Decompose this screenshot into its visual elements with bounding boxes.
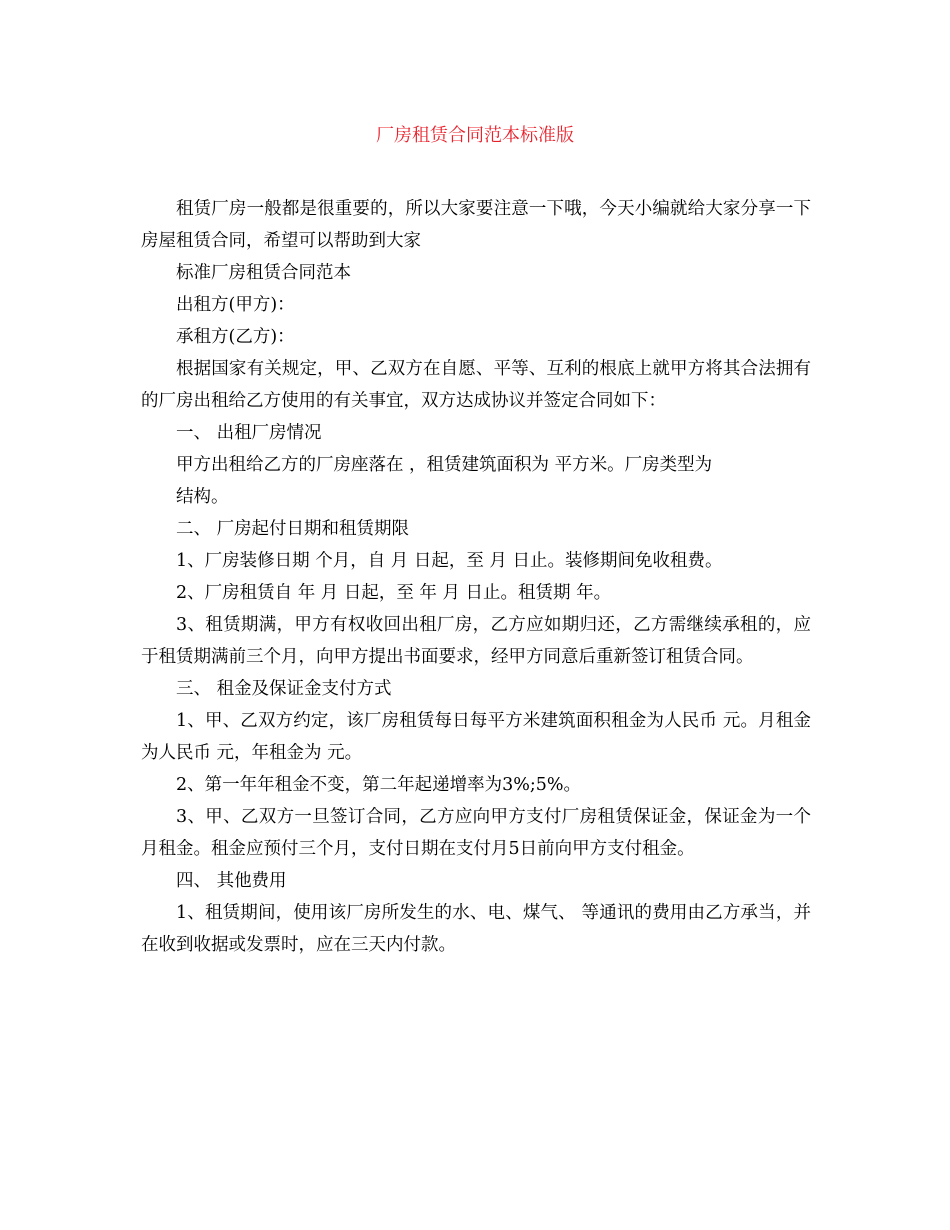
clause-4-1: 1、租赁期间，使用该厂房所发生的水、电、煤气、 等通讯的费用由乙方承当，并在收到收据或发票时，应在三天内付款。: [141, 903, 811, 955]
paragraph-heading-standard: 标准厂房租赁合同范本: [176, 263, 351, 283]
clause-2-3: 3、租赁期满，甲方有权收回出租厂房，乙方应如期归还，乙方需继续承租的，应于租赁期满前三个月，向甲方提出书面要求，经甲方同意后重新签订租赁合同。: [141, 615, 811, 667]
paragraph-agreement: 根据国家有关规定，甲、乙双方在自愿、平等、互利的根底上就甲方将其合法拥有的厂房出租给乙方使用的有关事宜，双方达成协议并签定合同如下：: [141, 359, 811, 411]
clause-3-1: 1、甲、乙双方约定，该厂房租赁每日每平方米建筑面积租金为人民币 元。月租金为人民币 元，年租金为 元。: [141, 711, 811, 763]
section-heading-1: 一、 出租厂房情况: [176, 423, 322, 443]
clause-2-1: 1、厂房装修日期 个月，自 月 日起，至 月 日止。装修期间免收租费。: [176, 551, 723, 571]
clause-3-2: 2、第一年年租金不变，第二年起递增率为3%;5%。: [176, 775, 582, 795]
paragraph-location: 甲方出租给乙方的厂房座落在 ，租赁建筑面积为 平方米。厂房类型为: [176, 455, 713, 475]
section-heading-3: 三、 租金及保证金支付方式: [176, 679, 392, 699]
clause-2-2: 2、厂房租赁自 年 月 日起，至 年 月 日止。租赁期 年。: [176, 583, 612, 603]
paragraph-intro: 租赁厂房一般都是很重要的，所以大家要注意一下哦，今天小编就给大家分享一下房屋租赁合同，希望可以帮助到大家: [141, 199, 811, 251]
section-heading-2: 二、 厂房起付日期和租赁期限: [176, 519, 410, 539]
paragraph-lessor: 出租方(甲方)：: [176, 295, 295, 315]
clause-3-3: 3、甲、乙双方一旦签订合同，乙方应向甲方支付厂房租赁保证金，保证金为一个月租金。租金应预付三个月，支付日期在支付月5日前向甲方支付租金。: [141, 807, 811, 859]
paragraph-structure: 结构。: [176, 487, 229, 507]
document-title: 厂房租赁合同范本标准版: [376, 125, 574, 146]
document-body: [141, 193, 811, 961]
paragraph-lessee: 承租方(乙方)：: [176, 327, 295, 347]
section-heading-4: 四、 其他费用: [176, 871, 287, 891]
